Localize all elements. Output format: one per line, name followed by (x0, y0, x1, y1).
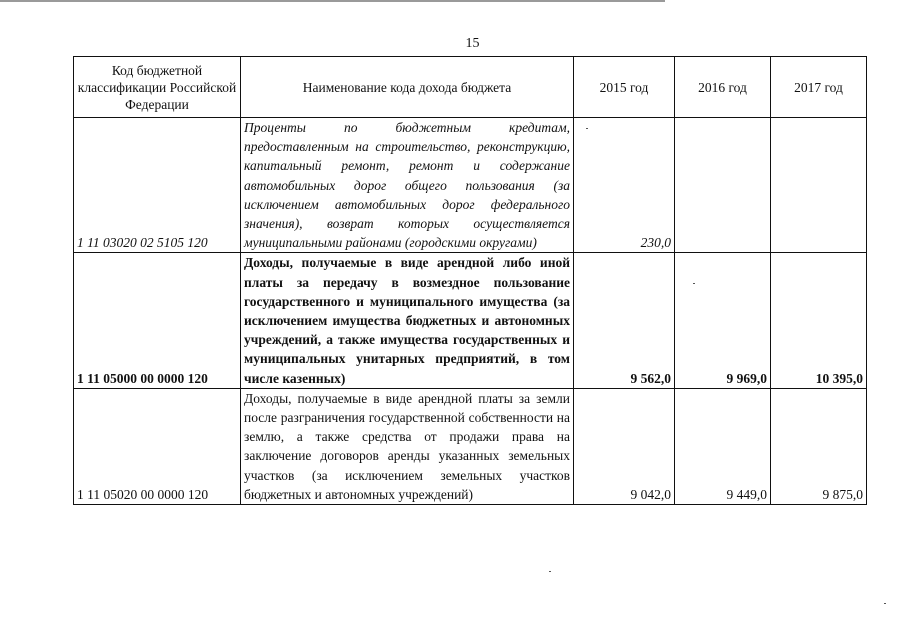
row-amount-2015: 230,0 (574, 118, 675, 253)
row-name: Проценты по бюджетным кредитам, предоставленным на строительство, реконструкцию, капитальный ремонт, ремонт и содержание автомобильных дорог общего пользования (за исключением автомобильных дорог федерального значения), возврат которых осуществляется муниципальными районами (городскими округами) (241, 118, 574, 253)
top-rule (0, 0, 665, 2)
row-name: Доходы, получаемые в виде арендной платы за земли после разграничения государственной собственности на землю, а также средства от продажи права на заключение договоров аренды указанных земельных участков (за исключением земельных участков бюджетных и автономных учреждений) (241, 388, 574, 504)
table-row (74, 253, 867, 388)
row-amount-2017 (771, 118, 867, 253)
scan-speck (549, 571, 551, 572)
scan-speck (693, 283, 695, 284)
scan-speck (586, 128, 588, 129)
table-header-row (74, 57, 867, 118)
row-code: 1 11 03020 02 5105 120 (74, 118, 241, 253)
row-code: 1 11 05020 00 0000 120 (74, 388, 241, 504)
row-amount-2015: 9 562,0 (574, 253, 675, 388)
header-2016: 2016 год (675, 57, 771, 118)
row-code: 1 11 05000 00 0000 120 (74, 253, 241, 388)
budget-table (73, 56, 867, 505)
row-amount-2016 (675, 118, 771, 253)
page-number: 15 (465, 36, 480, 51)
row-amount-2017: 10 395,0 (771, 253, 867, 388)
table-row (74, 118, 867, 253)
row-name: Доходы, получаемые в виде арендной либо иной платы за передачу в возмездное пользование государственного и муниципального имущества (за исключением имущества бюджетных и автономных учреждений, а также имущества государственных и муниципальных унитарных предприятий, в том числе казенных) (241, 253, 574, 388)
row-amount-2016: 9 449,0 (675, 388, 771, 504)
table-row (74, 388, 867, 504)
header-name: Наименование кода дохода бюджета (241, 57, 574, 118)
header-2015: 2015 год (574, 57, 675, 118)
row-amount-2016: 9 969,0 (675, 253, 771, 388)
scan-speck (884, 603, 886, 604)
row-amount-2015: 9 042,0 (574, 388, 675, 504)
row-amount-2017: 9 875,0 (771, 388, 867, 504)
header-2017: 2017 год (771, 57, 867, 118)
header-code: Код бюджетной классификации Российской Федерации (74, 57, 241, 118)
